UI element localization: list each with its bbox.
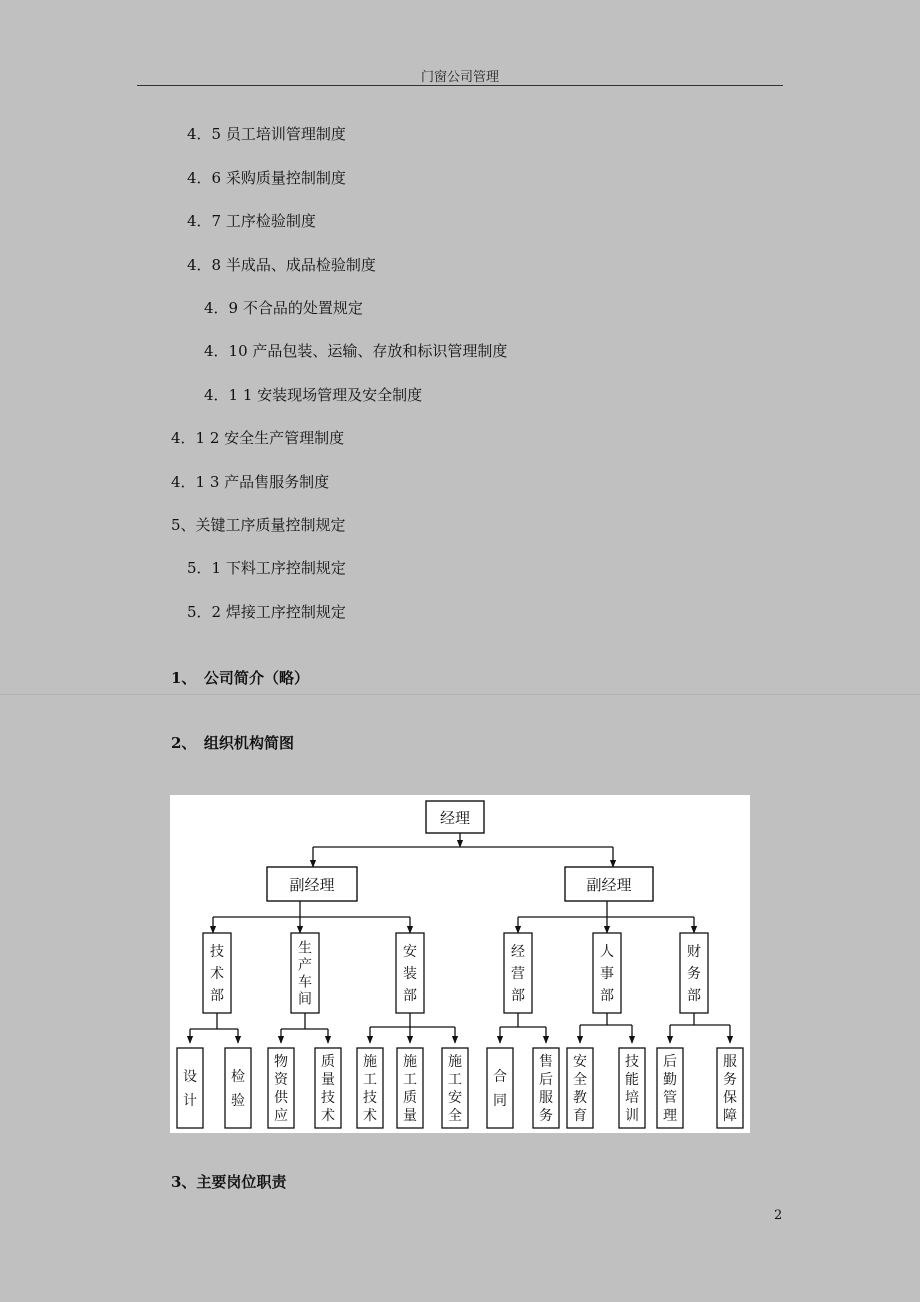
toc-item: 4．9 不合品的处置规定 bbox=[204, 299, 363, 317]
toc-item: 4．1 2 安全生产管理制度 bbox=[171, 429, 345, 447]
org-label-manager: 经理 bbox=[439, 809, 471, 827]
org-box-unit bbox=[487, 1048, 513, 1128]
org-label-unit: 技能培训 bbox=[625, 1054, 639, 1124]
org-box-unit bbox=[225, 1048, 251, 1128]
header-rule bbox=[137, 85, 783, 86]
toc-item: 5、关键工序质量控制规定 bbox=[171, 516, 346, 534]
org-label-department: 财务部 bbox=[687, 944, 701, 1004]
toc-item: 4．10 产品包装、运输、存放和标识管理制度 bbox=[204, 342, 508, 360]
org-label-department: 生产车间 bbox=[298, 940, 312, 1008]
org-box-unit bbox=[177, 1048, 203, 1128]
org-chart bbox=[170, 795, 750, 1133]
toc-item: 4．6 采购质量控制制度 bbox=[187, 169, 346, 187]
toc-item: 4．1 3 产品售服务制度 bbox=[171, 473, 330, 491]
org-label-unit: 安全教育 bbox=[573, 1054, 587, 1124]
toc-item: 4．7 工序检验制度 bbox=[187, 212, 316, 230]
toc-item: 4．1 1 安装现场管理及安全制度 bbox=[204, 386, 423, 404]
org-label-department: 人事部 bbox=[600, 944, 614, 1004]
toc-item: 5．1 下料工序控制规定 bbox=[187, 559, 346, 577]
header-title: 门窗公司管理 bbox=[420, 70, 499, 85]
org-label-deputy: 副经理 bbox=[289, 876, 335, 894]
org-label-unit: 施工安全 bbox=[448, 1054, 462, 1124]
org-label-department: 安装部 bbox=[403, 944, 417, 1004]
org-label-unit: 检验 bbox=[231, 1069, 245, 1109]
org-label-unit: 设计 bbox=[183, 1069, 197, 1109]
org-label-deputy: 副经理 bbox=[586, 876, 632, 894]
org-label-unit: 合同 bbox=[493, 1069, 507, 1109]
page-divider bbox=[0, 694, 920, 695]
section-heading-duties: 3、主要岗位职责 bbox=[171, 1173, 287, 1191]
org-label-unit: 售后服务 bbox=[539, 1054, 553, 1124]
org-label-unit: 服务保障 bbox=[723, 1054, 737, 1124]
org-label-unit: 施工技术 bbox=[363, 1054, 377, 1124]
page-number: 2 bbox=[774, 1208, 783, 1223]
org-label-unit: 后勤管理 bbox=[663, 1054, 677, 1124]
org-label-department: 技术部 bbox=[210, 944, 224, 1004]
toc-item: 4．8 半成品、成品检验制度 bbox=[187, 256, 376, 274]
section-heading-intro: 1、 公司简介（略） bbox=[171, 669, 309, 687]
org-label-unit: 质量技术 bbox=[321, 1054, 335, 1124]
org-label-unit: 物资供应 bbox=[274, 1054, 288, 1124]
toc-item: 4．5 员工培训管理制度 bbox=[187, 125, 346, 143]
section-heading-org: 2、 组织机构简图 bbox=[171, 734, 294, 752]
org-label-department: 经营部 bbox=[511, 944, 525, 1004]
org-label-unit: 施工质量 bbox=[403, 1054, 417, 1124]
toc-item: 5．2 焊接工序控制规定 bbox=[187, 603, 346, 621]
